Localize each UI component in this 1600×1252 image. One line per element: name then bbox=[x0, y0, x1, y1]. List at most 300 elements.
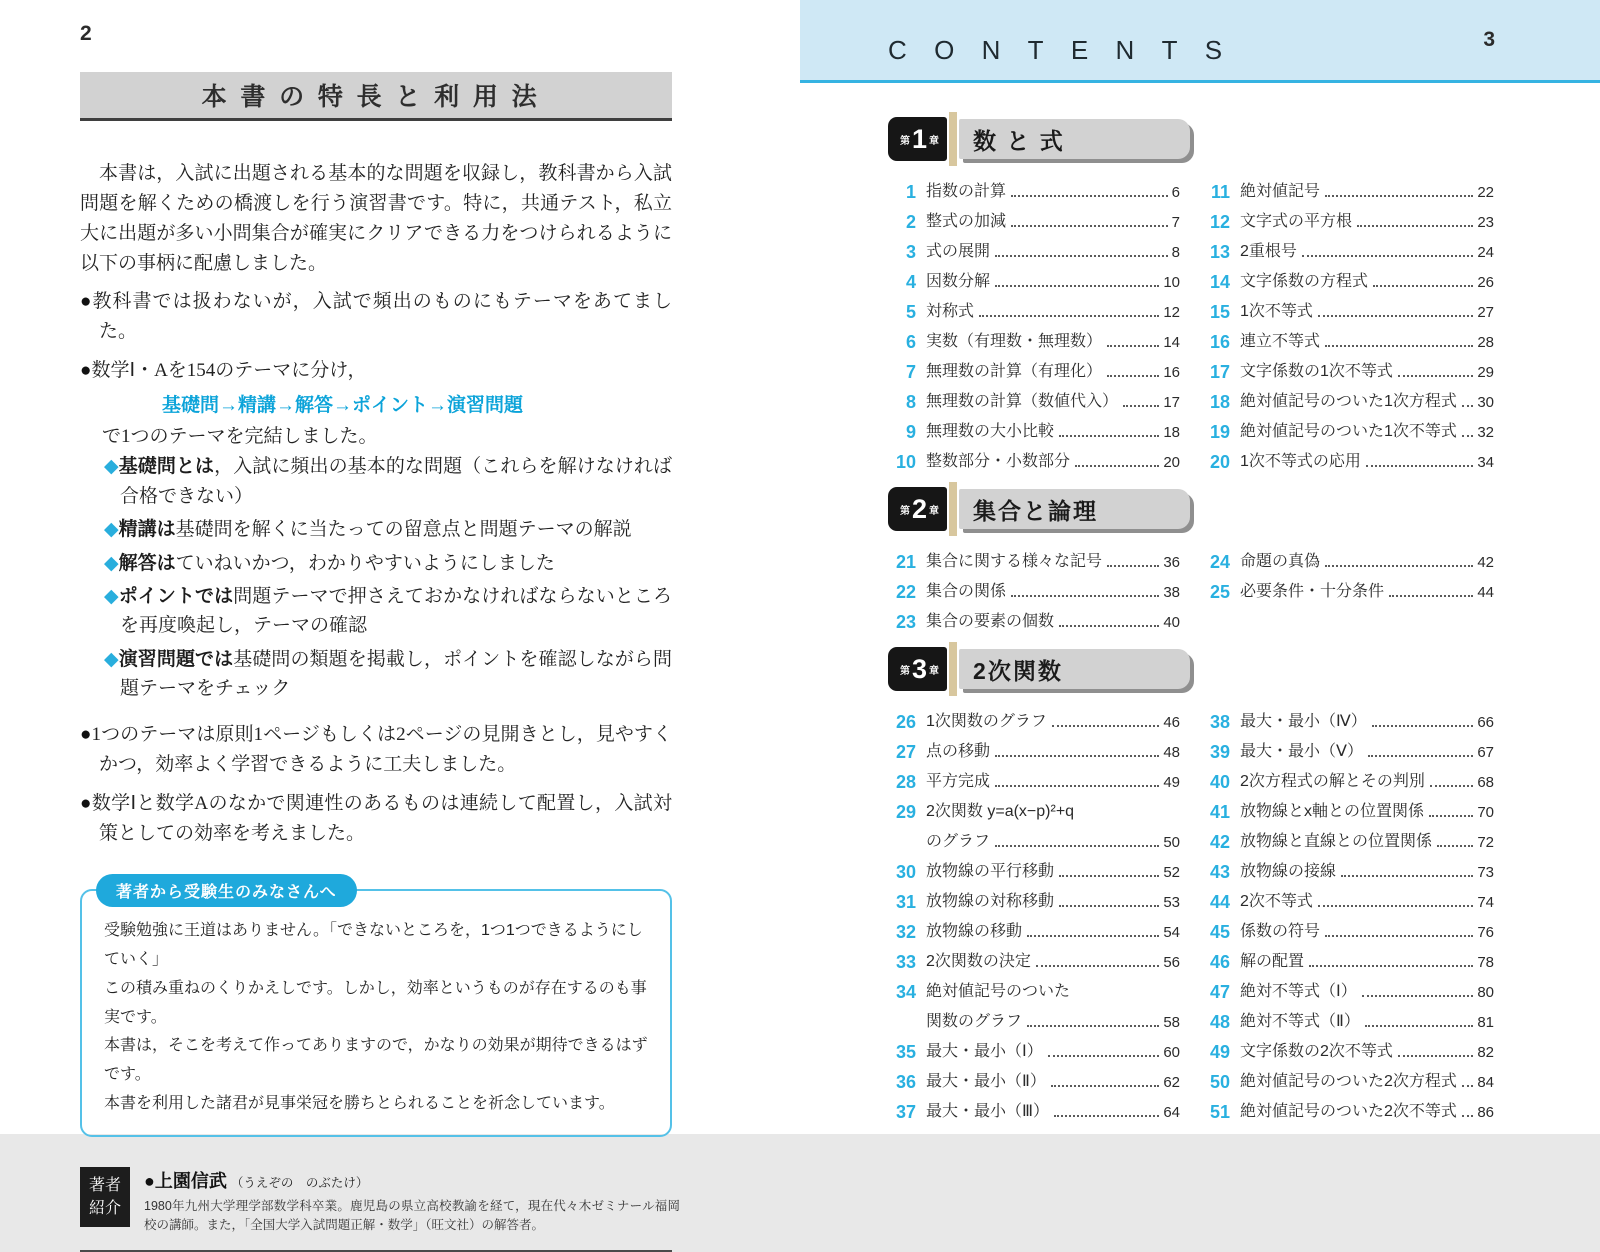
bottom-rule bbox=[80, 1250, 672, 1252]
toc-entry bbox=[888, 763, 1180, 793]
toc-entry bbox=[1202, 763, 1494, 793]
diamond-icon: ◆ bbox=[104, 552, 119, 574]
dot-leader bbox=[1059, 905, 1159, 907]
toc-column-right bbox=[1202, 543, 1494, 633]
toc-entry bbox=[1202, 1063, 1494, 1093]
toc-columns bbox=[888, 543, 1600, 633]
chapter-header bbox=[888, 117, 1190, 161]
message-line: 受験勉強に王道はありません。「できないところを，1つ1つできるようにしていく」 bbox=[104, 922, 643, 969]
author-message-box bbox=[80, 884, 672, 1137]
toc-entry-number: 21 bbox=[895, 551, 916, 572]
toc-entry-title: 無理数の計算（数値代入） bbox=[926, 393, 1119, 411]
toc-entry-page: 27 bbox=[1477, 303, 1494, 321]
right-page bbox=[800, 0, 1600, 1134]
toc-entry bbox=[1202, 443, 1494, 473]
toc-entry-number: 29 bbox=[895, 801, 916, 822]
dot-leader bbox=[1011, 195, 1168, 197]
toc-entry bbox=[888, 853, 1180, 883]
dot-leader bbox=[1309, 965, 1473, 967]
dot-leader bbox=[1318, 905, 1473, 907]
toc-entry-number: 46 bbox=[1209, 951, 1230, 972]
toc-entry-page: 67 bbox=[1477, 743, 1494, 761]
toc-entry bbox=[888, 323, 1180, 353]
toc-entry-page: 38 bbox=[1163, 583, 1180, 601]
toc-entry-number: 37 bbox=[895, 1101, 916, 1122]
toc-entry bbox=[888, 293, 1180, 323]
dot-leader bbox=[1325, 565, 1473, 567]
toc-entry-title: 平方完成 bbox=[926, 773, 991, 791]
toc-entry bbox=[1202, 543, 1494, 573]
toc-entry-page: 44 bbox=[1477, 583, 1494, 601]
toc-entry bbox=[888, 443, 1180, 473]
dot-leader bbox=[1430, 785, 1473, 787]
toc-entry-title: 係数の符号 bbox=[1240, 923, 1321, 941]
toc-entry-title: 解の配置 bbox=[1240, 953, 1305, 971]
toc-entry bbox=[888, 603, 1180, 633]
message-box-body bbox=[104, 917, 650, 1119]
toc-entry bbox=[1202, 173, 1494, 203]
toc-entry-page: 52 bbox=[1163, 863, 1180, 881]
toc-entry-number: 34 bbox=[895, 981, 916, 1002]
dot-leader bbox=[1036, 965, 1159, 967]
toc-entry bbox=[888, 1063, 1180, 1093]
toc-entry-title: 集合の関係 bbox=[926, 583, 1007, 601]
dot-leader bbox=[1325, 195, 1473, 197]
toc-entry-number: 26 bbox=[895, 711, 916, 732]
feature-lead: 解答は bbox=[118, 552, 176, 574]
toc-entry-title: 式の展開 bbox=[926, 243, 991, 261]
toc-entry-page: 32 bbox=[1477, 423, 1494, 441]
dot-leader bbox=[1462, 405, 1473, 407]
dot-leader bbox=[1366, 465, 1473, 467]
bullet-icon: ● bbox=[80, 723, 92, 745]
bullet-list-2 bbox=[80, 720, 672, 850]
toc-entry-page: 42 bbox=[1477, 553, 1494, 571]
toc-entry-page: 30 bbox=[1477, 393, 1494, 411]
toc-entry-number: 10 bbox=[895, 451, 916, 472]
feature-text: 問題テーマで押さえておかなければならないところを再度喚起し，テーマの確認 bbox=[120, 585, 672, 637]
toc-entry-title: 文字係数の方程式 bbox=[1240, 273, 1369, 291]
toc-entry-page: 8 bbox=[1171, 243, 1180, 261]
toc-entry bbox=[1202, 883, 1494, 913]
toc-entry bbox=[1202, 913, 1494, 943]
toc-entry bbox=[1202, 703, 1494, 733]
dot-leader bbox=[1373, 285, 1473, 287]
bullet-text: 数学Ⅰと数学Aのなかで関連性のあるものは連続して配置し，入試対策としての効率を考えました。 bbox=[91, 792, 672, 844]
toc-entry bbox=[1202, 943, 1494, 973]
toc-entry bbox=[888, 263, 1180, 293]
toc-entry-title: 文字式の平方根 bbox=[1240, 213, 1353, 231]
diamond-icon: ◆ bbox=[104, 456, 119, 478]
feature-item bbox=[80, 582, 672, 641]
toc-entry bbox=[1202, 573, 1494, 603]
toc-entry-number: 22 bbox=[895, 581, 916, 602]
toc-entry-number: 48 bbox=[1209, 1011, 1230, 1032]
toc-entry-page: 29 bbox=[1477, 363, 1494, 381]
chapter-tab bbox=[888, 487, 947, 531]
bullet-text: 1つのテーマは原則1ページもしくは2ページの見開きとし，見やすくかつ，効率よく学習できるように工夫しました。 bbox=[91, 723, 672, 776]
feature-text: ていねいかつ，わかりやすいようにしました bbox=[175, 552, 555, 574]
toc-entry-number: 18 bbox=[1209, 391, 1230, 412]
left-page-number: 2 bbox=[80, 22, 92, 45]
dot-leader bbox=[1107, 375, 1159, 377]
dot-leader bbox=[995, 255, 1168, 257]
dot-leader bbox=[1107, 565, 1159, 567]
toc-entry bbox=[1202, 793, 1494, 823]
dot-leader bbox=[1027, 1025, 1159, 1027]
toc-columns bbox=[888, 703, 1600, 1123]
author-info bbox=[144, 1167, 680, 1236]
chapter-tab-prefix: 第 bbox=[900, 505, 910, 517]
toc-entry-number: 38 bbox=[1209, 711, 1230, 732]
toc-entry-page: 6 bbox=[1171, 183, 1180, 201]
toc-entry-title: 最大・最小（Ⅰ） bbox=[926, 1043, 1043, 1061]
dot-leader bbox=[1054, 1115, 1159, 1117]
toc-entry-number: 39 bbox=[1209, 741, 1230, 762]
chapter-accent-strip bbox=[949, 642, 957, 696]
chapter-title: 集合と論理 bbox=[959, 489, 1190, 529]
toc-entry-title: 最大・最小（Ⅱ） bbox=[926, 1073, 1046, 1091]
toc-column-right bbox=[1202, 173, 1494, 473]
toc-entry-title: 整数部分・小数部分 bbox=[926, 453, 1071, 471]
toc-entry-title: 集合に関する様々な記号 bbox=[926, 553, 1103, 571]
toc-entry bbox=[888, 233, 1180, 263]
dot-leader bbox=[995, 845, 1159, 847]
toc-entry-number: 8 bbox=[905, 391, 916, 412]
chapter-tab-prefix: 第 bbox=[900, 135, 910, 147]
chapter-accent-strip bbox=[949, 112, 957, 166]
toc-entry-title: 命題の真偽 bbox=[1240, 553, 1321, 571]
contents-header-band bbox=[800, 0, 1600, 83]
toc-entry-page: 62 bbox=[1163, 1073, 1180, 1091]
toc-entry-title: 絶対値記号のついた2次不等式 bbox=[1240, 1103, 1457, 1121]
toc-entry bbox=[888, 973, 1180, 1003]
toc-entry-title: 2次方程式の解とその判別 bbox=[1240, 773, 1425, 791]
toc-entry-page: 12 bbox=[1163, 303, 1180, 321]
toc-entry-page: 73 bbox=[1477, 863, 1494, 881]
toc-entry-title: 絶対不等式（Ⅰ） bbox=[1240, 983, 1357, 1001]
dot-leader bbox=[1325, 345, 1473, 347]
toc-column-left bbox=[888, 543, 1180, 633]
toc-entry-number: 36 bbox=[895, 1071, 916, 1092]
toc-entry-title: 絶対値記号のついた2次方程式 bbox=[1240, 1073, 1457, 1091]
page-title: 本書の特長と利用法 bbox=[201, 83, 551, 111]
toc-entry bbox=[1202, 233, 1494, 263]
dot-leader bbox=[1341, 875, 1473, 877]
toc-entry-page: 58 bbox=[1163, 1013, 1180, 1031]
toc-entry-page: 78 bbox=[1477, 953, 1494, 971]
toc-entry-title: 放物線の平行移動 bbox=[926, 863, 1055, 881]
intro-paragraph: 本書は，入試に出題される基本的な問題を収録し，教科書から入試問題を解くための橋渡しを行う演習書です。特に，共通テスト，私立大に出題が多い小問集合が確実にクリアできる力をつけられるように以下の事柄に配慮しました。 bbox=[80, 163, 672, 275]
toc-entry-title: 最大・最小（Ⅳ） bbox=[1240, 713, 1367, 731]
toc-entry-number: 28 bbox=[895, 771, 916, 792]
dot-leader bbox=[1059, 435, 1159, 437]
toc-entry bbox=[888, 573, 1180, 603]
toc-entry-number: 50 bbox=[1209, 1071, 1230, 1092]
author-name-kana: （うえぞの のぶたけ） bbox=[230, 1175, 369, 1190]
feature-lead: 精講は bbox=[118, 519, 176, 541]
toc-entry bbox=[888, 793, 1180, 823]
toc-entry bbox=[1202, 733, 1494, 763]
toc-entry-page: 66 bbox=[1477, 713, 1494, 731]
feature-item bbox=[80, 452, 672, 511]
dot-leader bbox=[1372, 725, 1474, 727]
toc-entry bbox=[888, 173, 1180, 203]
chapter-tab-prefix: 第 bbox=[900, 665, 910, 677]
right-page-number: 3 bbox=[1483, 28, 1495, 51]
feature-lead: 演習問題では bbox=[118, 648, 234, 670]
toc-entry-number: 33 bbox=[895, 951, 916, 972]
toc-entry-number: 35 bbox=[895, 1041, 916, 1062]
toc-entry-title: 文字係数の2次不等式 bbox=[1240, 1043, 1393, 1061]
toc-entry-title: 整式の加減 bbox=[926, 213, 1007, 231]
toc-entry-page: 76 bbox=[1477, 923, 1494, 941]
author-section bbox=[80, 1167, 681, 1236]
toc-entry-title: 絶対不等式（Ⅱ） bbox=[1240, 1013, 1360, 1031]
toc-column-left bbox=[888, 173, 1180, 473]
flow-after-text: で1つのテーマを完結しました。 bbox=[102, 426, 378, 448]
chapter-tab-suffix: 章 bbox=[929, 505, 940, 517]
left-page bbox=[0, 0, 800, 1233]
toc-entry bbox=[888, 383, 1180, 413]
toc-entry-number: 31 bbox=[895, 891, 916, 912]
toc-entry-title: 2重根号 bbox=[1240, 243, 1297, 261]
toc-entry bbox=[888, 353, 1180, 383]
toc-entry-number: 9 bbox=[905, 421, 916, 442]
dot-leader bbox=[1011, 595, 1159, 597]
dot-leader bbox=[1048, 1055, 1160, 1057]
feature-lead: 基礎問とは bbox=[118, 456, 215, 478]
toc-entry-page: 18 bbox=[1163, 423, 1180, 441]
chapter-title: 2次関数 bbox=[959, 649, 1190, 689]
toc-entry-number: 19 bbox=[1209, 421, 1230, 442]
toc-entry-number: 14 bbox=[1209, 271, 1230, 292]
dot-leader bbox=[1318, 315, 1473, 317]
toc-entry-page: 68 bbox=[1477, 773, 1494, 791]
toc-entry bbox=[888, 413, 1180, 443]
toc-entry-number: 51 bbox=[1209, 1101, 1230, 1122]
toc-entry-title: 絶対値記号 bbox=[1240, 183, 1321, 201]
toc-entry-title: 関数のグラフ bbox=[926, 1013, 1023, 1031]
toc-entry-page: 36 bbox=[1163, 553, 1180, 571]
chapter-tab-suffix: 章 bbox=[929, 665, 940, 677]
author-badge-line: 紹介 bbox=[89, 1200, 122, 1218]
toc-entry-title: 最大・最小（Ⅲ） bbox=[926, 1103, 1050, 1121]
toc-chapters bbox=[800, 83, 1600, 1123]
toc-entry-title: 因数分解 bbox=[926, 273, 991, 291]
chapter-number: 3 bbox=[912, 653, 928, 684]
toc-entry-title: 点の移動 bbox=[926, 743, 991, 761]
toc-entry bbox=[1202, 853, 1494, 883]
toc-entry bbox=[888, 943, 1180, 973]
toc-entry bbox=[1202, 323, 1494, 353]
chapter-tab-suffix: 章 bbox=[929, 135, 940, 147]
feature-item bbox=[80, 515, 672, 544]
toc-entry-title: 1次不等式 bbox=[1240, 303, 1313, 321]
chapter-number: 2 bbox=[912, 493, 928, 524]
toc-entry-page: 80 bbox=[1477, 983, 1494, 1001]
toc-entry-number: 4 bbox=[905, 271, 916, 292]
toc-entry-page: 82 bbox=[1477, 1043, 1494, 1061]
message-line: この積み重ねのくりかえしです。しかし，効率というものが存在するのも事実です。 bbox=[104, 979, 647, 1026]
bullet-item bbox=[80, 356, 672, 386]
toc-entry-title: 放物線の対称移動 bbox=[926, 893, 1055, 911]
toc-entry-title: 絶対値記号のついた1次方程式 bbox=[1240, 393, 1457, 411]
toc-entry-title: 絶対値記号のついた1次不等式 bbox=[1240, 423, 1457, 441]
dot-leader bbox=[1051, 1085, 1159, 1087]
feature-item bbox=[80, 645, 672, 704]
toc-entry bbox=[888, 913, 1180, 943]
feature-text: 基礎問の類題を掲載し，ポイントを確認しながら問題テーマをチェック bbox=[120, 648, 672, 700]
toc-entry bbox=[888, 203, 1180, 233]
toc-entry-page: 81 bbox=[1477, 1013, 1494, 1031]
diamond-icon: ◆ bbox=[104, 648, 119, 670]
toc-entry-page: 24 bbox=[1477, 243, 1494, 261]
toc-entry-continuation bbox=[888, 823, 1180, 853]
diamond-icon: ◆ bbox=[104, 519, 119, 541]
toc-entry-number: 23 bbox=[895, 611, 916, 632]
toc-entry bbox=[1202, 1093, 1494, 1123]
message-line: 本書を利用した諸君が見事栄冠を勝ちとられることを祈念しています。 bbox=[104, 1095, 615, 1113]
toc-entry-number: 6 bbox=[905, 331, 916, 352]
dot-leader bbox=[1107, 345, 1159, 347]
toc-entry-number: 24 bbox=[1209, 551, 1230, 572]
toc-entry bbox=[1202, 203, 1494, 233]
feature-text: 基礎問を解くに当たっての留意点と問題テーマの解説 bbox=[175, 519, 632, 541]
toc-entry-number: 12 bbox=[1209, 211, 1230, 232]
dot-leader bbox=[1059, 875, 1159, 877]
toc-entry-number: 2 bbox=[905, 211, 916, 232]
toc-entry-number: 40 bbox=[1209, 771, 1230, 792]
chapter-accent-strip bbox=[949, 482, 957, 536]
toc-columns bbox=[888, 173, 1600, 473]
bullet-icon: ● bbox=[80, 359, 92, 381]
toc-entry-page: 10 bbox=[1163, 273, 1180, 291]
toc-entry-page: 28 bbox=[1477, 333, 1494, 351]
bullet-text: 教科書では扱わないが，入試で頻出のものにもテーマをあてました。 bbox=[92, 291, 672, 343]
dot-leader bbox=[1027, 935, 1159, 937]
toc-entry-page: 26 bbox=[1477, 273, 1494, 291]
toc-entry-title: 集合の要素の個数 bbox=[926, 613, 1055, 631]
dot-leader bbox=[1123, 405, 1159, 407]
dot-leader bbox=[1437, 845, 1473, 847]
dot-leader bbox=[1398, 375, 1473, 377]
dot-leader bbox=[1462, 1115, 1473, 1117]
contents-title: CONTENTS bbox=[888, 35, 1250, 65]
dot-leader bbox=[1059, 625, 1159, 627]
dot-leader bbox=[995, 285, 1159, 287]
toc-entry-title: 放物線の移動 bbox=[926, 923, 1023, 941]
dot-leader bbox=[1365, 1025, 1473, 1027]
chapter-header bbox=[888, 647, 1190, 691]
message-line: 本書は，そこを考えて作ってありますので，かなりの効果が期待できるはずです。 bbox=[104, 1037, 648, 1084]
toc-entry-number: 43 bbox=[1209, 861, 1230, 882]
dot-leader bbox=[1368, 755, 1473, 757]
toc-entry bbox=[888, 1033, 1180, 1063]
toc-entry-title: 文字係数の1次不等式 bbox=[1240, 363, 1393, 381]
bullet-item bbox=[80, 287, 672, 348]
diamond-icon: ◆ bbox=[104, 585, 119, 607]
toc-entry-number: 32 bbox=[895, 921, 916, 942]
toc-entry-page: 60 bbox=[1163, 1043, 1180, 1061]
feature-text: ，入試に頻出の基本的な問題（これらを解けなければ合格できない） bbox=[120, 456, 672, 507]
toc-entry bbox=[1202, 973, 1494, 1003]
author-badge bbox=[80, 1167, 130, 1227]
toc-entry bbox=[1202, 823, 1494, 853]
toc-entry bbox=[1202, 293, 1494, 323]
toc-entry-title: 最大・最小（Ⅴ） bbox=[1240, 743, 1363, 761]
toc-entry bbox=[1202, 413, 1494, 443]
toc-column-left bbox=[888, 703, 1180, 1123]
toc-entry-number: 25 bbox=[1209, 581, 1230, 602]
dot-leader bbox=[1429, 815, 1473, 817]
toc-entry-page: 48 bbox=[1163, 743, 1180, 761]
toc-entry-number: 42 bbox=[1209, 831, 1230, 852]
toc-entry-number: 1 bbox=[905, 181, 916, 202]
toc-entry-page: 34 bbox=[1477, 453, 1494, 471]
toc-entry bbox=[888, 733, 1180, 763]
dot-leader bbox=[995, 785, 1159, 787]
toc-entry-page: 22 bbox=[1477, 183, 1494, 201]
bullet-icon: ● bbox=[80, 792, 92, 814]
dot-leader bbox=[1362, 995, 1474, 997]
toc-entry-title: 連立不等式 bbox=[1240, 333, 1321, 351]
dot-leader bbox=[995, 755, 1159, 757]
dot-leader bbox=[1302, 255, 1473, 257]
toc-entry-title: 無理数の計算（有理化） bbox=[926, 363, 1103, 381]
toc-column-right bbox=[1202, 703, 1494, 1123]
toc-entry-title: 2次不等式 bbox=[1240, 893, 1313, 911]
toc-entry-number: 13 bbox=[1209, 241, 1230, 262]
toc-entry-page: 16 bbox=[1163, 363, 1180, 381]
dot-leader bbox=[1462, 435, 1473, 437]
left-page-content bbox=[0, 0, 681, 1252]
toc-entry bbox=[1202, 353, 1494, 383]
feature-item bbox=[80, 549, 672, 578]
toc-entry bbox=[888, 543, 1180, 573]
toc-entry-page: 56 bbox=[1163, 953, 1180, 971]
toc-entry-number: 17 bbox=[1209, 361, 1230, 382]
feature-lead: ポイントでは bbox=[118, 585, 234, 607]
toc-entry-title: 放物線の接線 bbox=[1240, 863, 1337, 881]
author-name-line bbox=[144, 1167, 680, 1193]
chapter-header bbox=[888, 487, 1190, 531]
toc-entry-page: 86 bbox=[1477, 1103, 1494, 1121]
toc-entry-page: 7 bbox=[1171, 213, 1180, 231]
toc-entry bbox=[1202, 1033, 1494, 1063]
toc-entry-page: 50 bbox=[1163, 833, 1180, 851]
toc-entry-page: 23 bbox=[1477, 213, 1494, 231]
toc-entry bbox=[1202, 263, 1494, 293]
toc-entry-number: 7 bbox=[905, 361, 916, 382]
toc-entry-title: 2次関数 y=a(x−p)²+q bbox=[926, 803, 1075, 821]
toc-entry bbox=[1202, 383, 1494, 413]
toc-entry-number: 11 bbox=[1210, 181, 1230, 202]
toc-entry-title: 指数の計算 bbox=[926, 183, 1007, 201]
toc-entry-number: 30 bbox=[895, 861, 916, 882]
toc-entry-page: 40 bbox=[1163, 613, 1180, 631]
dot-leader bbox=[1052, 725, 1159, 727]
toc-entry bbox=[888, 1093, 1180, 1123]
toc-entry-page: 49 bbox=[1163, 773, 1180, 791]
toc-entry-page: 72 bbox=[1477, 833, 1494, 851]
toc-entry-title: 放物線とx軸との位置関係 bbox=[1240, 803, 1425, 821]
toc-entry-title: 対称式 bbox=[926, 303, 975, 321]
toc-entry-number: 16 bbox=[1209, 331, 1230, 352]
toc-entry-page: 17 bbox=[1163, 393, 1180, 411]
author-bio: 1980年九州大学理学部数学科卒業。鹿児島の県立高校教諭を経て，現在代々木ゼミナール福岡校の講師。また，「全国大学入試問題正解・数学」（旺文社）の解答者。 bbox=[144, 1198, 681, 1233]
dot-leader bbox=[1462, 1085, 1473, 1087]
